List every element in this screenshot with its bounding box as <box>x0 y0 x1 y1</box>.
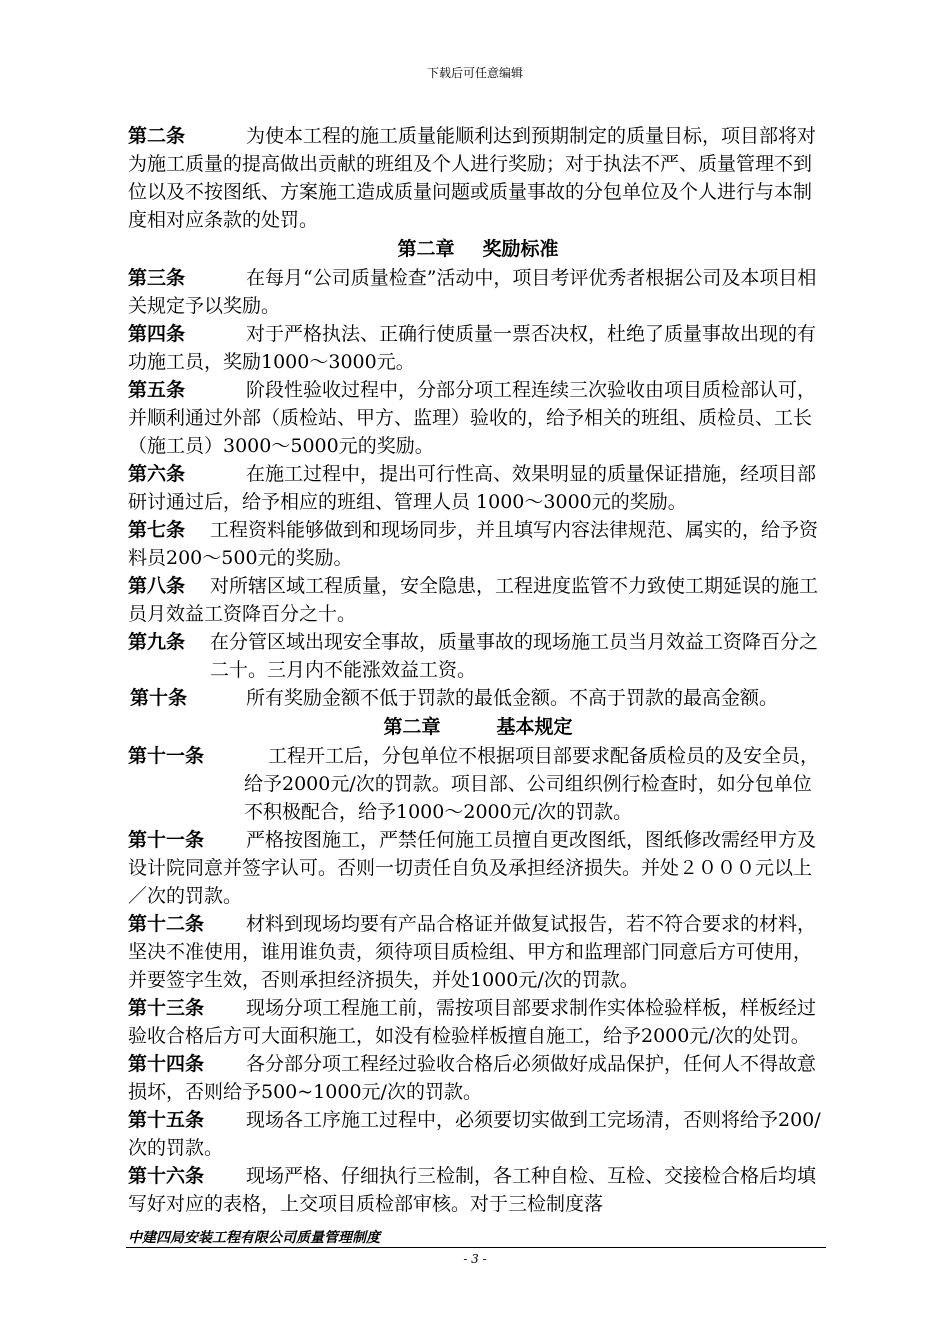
chapter-title: 奖励标准 <box>482 238 559 260</box>
article-12 <box>128 910 828 994</box>
article-label: 第五条 <box>128 379 186 401</box>
article-label: 第二条 <box>128 125 186 147</box>
article-3 <box>128 264 828 320</box>
article-label: 第十五条 <box>128 1109 205 1131</box>
article-13 <box>128 994 828 1050</box>
article-label: 第十一条 <box>128 829 205 851</box>
article-2 <box>128 122 828 234</box>
article-text: 各分部分项工程经过验收合格后必须做好成品保护，任何人不得故意损坏，否则给予500~1000元/次的罚款。 <box>128 1053 817 1103</box>
article-text: 工程开工后，分包单位不根据项目部要求配备质检员的及安全员，给予2000元/次的罚款。项目部、公司组织例行检查时，如分包单位不积极配合，给予1000～2000元/次的罚款。 <box>244 745 820 823</box>
article-label: 第十四条 <box>128 1053 205 1075</box>
chapter-number: 第二章 <box>397 238 455 260</box>
article-10 <box>128 684 828 712</box>
article-label: 第六条 <box>128 463 186 485</box>
article-text: 所有奖励金额不低于罚款的最低金额。不高于罚款的最高金额。 <box>246 687 779 709</box>
article-11-b <box>128 826 828 910</box>
article-text: 严格按图施工，严禁任何施工员擅自更改图纸，图纸修改需经甲方及设计院同意并签字认可。否则一切责任自负及承担经济损失。并处２０００元以上／次的罚款。 <box>128 829 817 907</box>
article-14 <box>128 1050 828 1106</box>
article-5 <box>128 376 828 460</box>
article-text: 对所辖区域工程质量，安全隐患，工程进度监管不力致使工期延误的施工员月效益工资降百分之十。 <box>128 575 819 625</box>
article-text: 现场分项工程施工前，需按项目部要求制作实体检验样板，样板经过验收合格后方可大面积施工，如没有检验样板擅自施工，给予2000元/次的处罚。 <box>128 997 817 1047</box>
article-text: 为使本工程的施工质量能顺利达到预期制定的质量目标，项目部将对为施工质量的提高做出贡献的班组及个人进行奖励；对于执法不严、质量管理不到位以及不按图纸、方案施工造成质量问题或质量事故的分包单位及个人进行与本制度相对应条款的处罚。 <box>128 125 817 231</box>
article-label: 第十三条 <box>128 997 205 1019</box>
article-15 <box>128 1106 828 1162</box>
article-label: 第七条 <box>128 519 186 541</box>
footer-company-title: 中建四局安装工程有限公司质量管理制度 <box>128 1230 380 1246</box>
article-label: 第三条 <box>128 267 186 289</box>
article-7 <box>128 516 828 572</box>
article-9 <box>128 628 828 684</box>
article-text: 在每月“公司质量检查”活动中，项目考评优秀者根据公司及本项目相关规定予以奖励。 <box>128 267 817 317</box>
article-16 <box>128 1162 828 1218</box>
footer-divider <box>126 1247 826 1248</box>
article-text: 阶段性验收过程中，分部分项工程连续三次验收由项目质检部认可，并顺利通过外部（质检站、甲方、监理）验收的，给予相关的班组、质检员、工长（施工员）3000～5000元的奖励。 <box>128 379 817 457</box>
article-8 <box>128 572 828 628</box>
chapter-number: 第二章 <box>383 716 441 738</box>
article-text: 现场严格、仔细执行三检制，各工种自检、互检、交接检合格后均填写好对应的表格，上交项目质检部审核。对于三检制度落 <box>128 1165 817 1215</box>
article-text: 材料到现场均要有产品合格证并做复试报告，若不符合要求的材料，坚决不准使用，谁用谁负责，须待项目质检组、甲方和监理部门同意后方可使用，并要签字生效，否则承担经济损失，并处1000元/次的罚款。 <box>128 913 817 991</box>
article-label: 第十条 <box>130 687 188 709</box>
chapter-title: 基本规定 <box>496 716 573 738</box>
article-text: 工程资料能够做到和现场同步，并且填写内容法律规范、属实的，给予资料员200～500元的奖励。 <box>128 519 819 569</box>
chapter-heading-basic-rules <box>128 712 828 742</box>
article-4 <box>128 320 828 376</box>
document-body <box>128 122 828 1218</box>
page-number: - 3 - <box>463 1252 487 1266</box>
article-label: 第十二条 <box>128 913 205 935</box>
article-label: 第八条 <box>128 575 186 597</box>
article-text: 对于严格执法、正确行使质量一票否决权，杜绝了质量事故出现的有功施工员，奖励1000～3000元。 <box>128 323 817 373</box>
article-6 <box>128 460 828 516</box>
article-label: 第四条 <box>128 323 186 345</box>
article-11-a <box>128 742 828 826</box>
article-label: 第十一条 <box>128 745 205 767</box>
article-text: 现场各工序施工过程中，必须要切实做到工完场清，否则将给予200/次的罚款。 <box>128 1109 821 1159</box>
article-label: 第十六条 <box>128 1165 205 1187</box>
article-label: 第九条 <box>128 631 186 653</box>
article-text: 在施工过程中，提出可行性高、效果明显的质量保证措施，经项目部研讨通过后，给予相应的班组、管理人员 1000～3000元的奖励。 <box>128 463 817 513</box>
chapter-heading-reward <box>128 234 828 264</box>
page-header: 下载后可任意编辑 <box>426 66 523 80</box>
article-text: 在分管区域出现安全事故，质量事故的现场施工员当月效益工资降百分之二十。三月内不能涨效益工资。 <box>210 631 819 681</box>
